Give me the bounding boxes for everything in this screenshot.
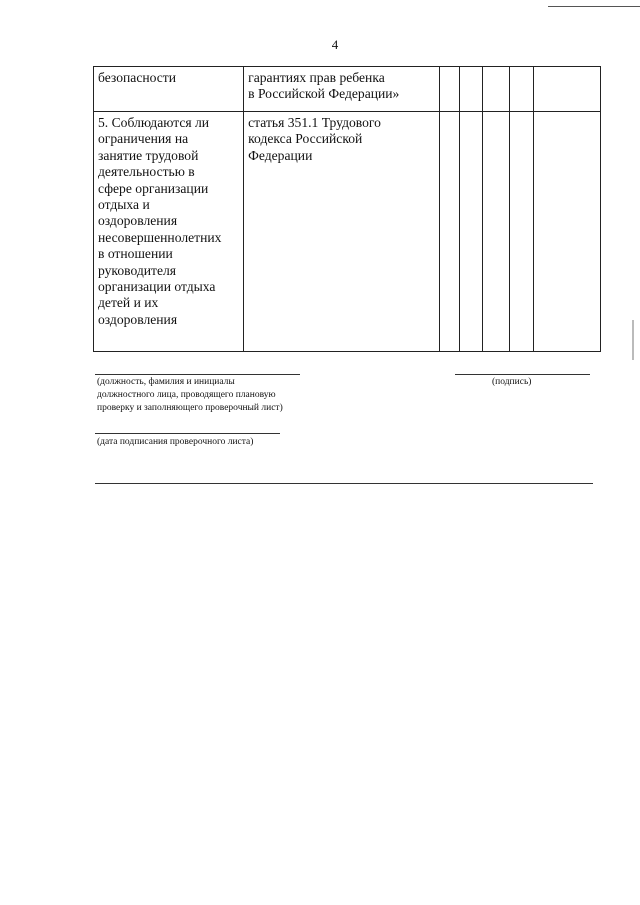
reference-cell — [244, 112, 440, 352]
date-caption: (дата подписания проверочного листа) — [97, 437, 254, 447]
signature-line — [455, 374, 590, 375]
answer-na-cell — [483, 67, 509, 112]
question-text: 5. Соблюдаются ли ограничения на занятие трудовой деятельностью в сфере организации отдыха и оздоровления несовершеннолетних в отношении руководителя организации отдыха детей и их оздоровления — [98, 115, 222, 327]
note-cell — [533, 112, 601, 352]
checklist-table — [93, 66, 601, 352]
scan-mark-top-right — [548, 6, 640, 7]
answer-yes-cell — [439, 67, 459, 112]
answer-extra-cell — [509, 67, 533, 112]
bottom-rule — [95, 483, 593, 484]
official-caption: (должность, фамилия и инициалы должностного лица, проводящего плановую проверку и заполняющего проверочный лист) — [97, 377, 283, 413]
table-row — [94, 67, 601, 112]
answer-na-cell — [483, 112, 509, 352]
question-cell — [94, 67, 244, 112]
question-text: безопасности — [98, 70, 177, 85]
reference-text: статья 351.1 Трудового кодекса Российской Федерации — [248, 115, 381, 163]
answer-no-cell — [459, 67, 483, 112]
page-number: 4 — [331, 37, 339, 52]
scan-mark-right-edge — [632, 320, 634, 360]
reference-cell — [244, 67, 440, 112]
reference-text: гарантиях прав ребенка в Российской Федерации» — [248, 70, 400, 102]
note-cell — [533, 67, 601, 112]
signature-caption: (подпись) — [492, 377, 532, 387]
answer-no-cell — [459, 112, 483, 352]
answer-yes-cell — [439, 112, 459, 352]
date-line — [95, 433, 280, 434]
table-row — [94, 112, 601, 352]
official-signature-line — [95, 374, 300, 375]
answer-extra-cell — [509, 112, 533, 352]
question-cell — [94, 112, 244, 352]
